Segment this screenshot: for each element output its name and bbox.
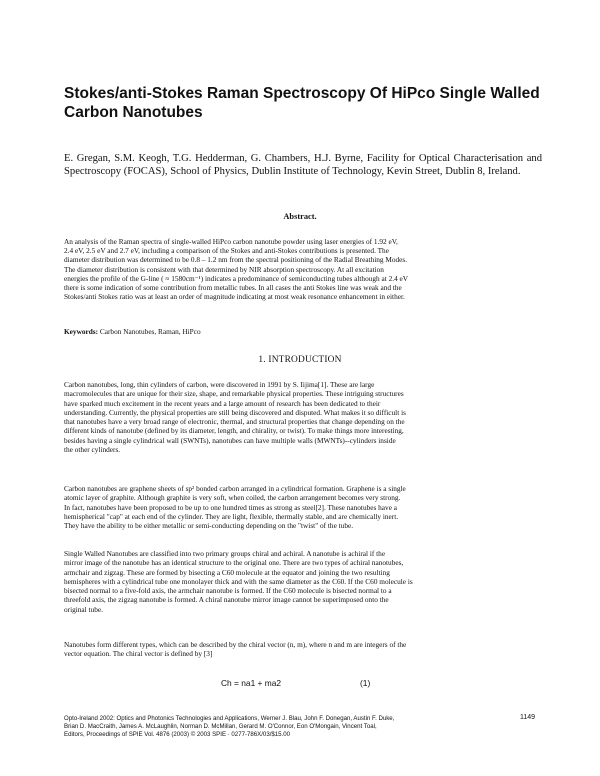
paragraph-line: armchair and zigzag. These are formed by bisecting a C60 molecule at the equator and joining the two resulting bbox=[64, 567, 390, 577]
keywords-list: Carbon Nanotubes, Raman, HiPco bbox=[98, 327, 201, 336]
paragraph-line: besides having a single cylindrical wall (SWNTs), nanotubes can have multiple walls (MWNTs)--cylinders inside bbox=[64, 435, 396, 445]
paragraph-line: hemispheres with a cylindrical tube one monolayer thick and with the same diameter as the C60. If the C60 molecule is bbox=[64, 576, 413, 586]
intro-paragraph-3 bbox=[64, 549, 540, 614]
abstract-body bbox=[64, 237, 540, 301]
paragraph-line: Nanotubes form different types, which can be described by the chiral vector (n, m), where n and m are integers of the bbox=[64, 640, 407, 649]
paragraph-line: macromolecules that are unique for their size, shape, and remarkable physical properties. These intriguing structures bbox=[64, 389, 404, 399]
paragraph-line: In fact, nanotubes have been proposed to be up to one hundred times as strong as steel[2]. These nanotubes have a bbox=[64, 502, 397, 512]
abstract-line: energies the profile of the G-line ( ≈ 1580cm⁻¹) indicates a predominance of semiconducting tubes although at 2.4 eV bbox=[64, 273, 409, 283]
paper-title: Stokes/anti-Stokes Raman Spectroscopy Of HiPco Single Walled Carbon Nanotubes bbox=[64, 85, 540, 121]
intro-paragraph-2 bbox=[64, 484, 540, 530]
abstract-line: 2.4 eV, 2.5 eV and 2.7 eV, including a comparison of the Stokes and anti-Stokes contributions is presented. The bbox=[64, 246, 389, 256]
equation-number: (1) bbox=[360, 678, 371, 688]
paragraph-line: have sparked much excitement in the recent years and a large amount of research has been dedicated to their bbox=[64, 398, 381, 408]
abstract-line: diameter distribution was determined to be 0.8 – 1.2 nm from the spectral positioning of the Radial Breathing Modes. bbox=[64, 255, 408, 265]
footer-line: Brian D. MacCraith, James A. McLaughlin, Norman D. McMillan, Gerard M. O'Connor, Eon O'Mongain, Vincent Toal, bbox=[64, 722, 377, 730]
paragraph-line: atomic layer of graphite. Although graphite is very soft, when coiled, the carbon arrangement becomes very strong. bbox=[64, 493, 401, 503]
paragraph-line: hemispherical "cap" at each end of the cylinder. They are light, flexible, thermally stable, and are chemically inert. bbox=[64, 511, 399, 521]
page-number: 1149 bbox=[520, 714, 536, 721]
keywords-label: Keywords: bbox=[64, 327, 99, 336]
paragraph-line: Single Walled Nanotubes are classified into two primary groups chiral and achiral. A nanotube is achiral if the bbox=[64, 549, 386, 558]
paragraph-line: understanding. Currently, the physical properties are still being discovered and disputed. What makes it so difficult is bbox=[64, 407, 406, 417]
author-affiliation: E. Gregan, S.M. Keogh, T.G. Hedderman, G. Chambers, H.J. Byrne, Facility for Optical Characterisation and Spectroscopy (FOCAS), School of Physics, Dublin Institute of Technology, Kevin Street, Dublin 8, Ireland. bbox=[64, 153, 542, 178]
abstract-line: An analysis of the Raman spectra of single-walled HiPco carbon nanotube powder using laser energies of 1.92 eV, bbox=[64, 237, 398, 246]
paragraph-line: Carbon nanotubes are graphene sheets of sp² bonded carbon arranged in a cylindrical formation. Graphene is a single bbox=[64, 484, 406, 493]
paragraph-line: original tube. bbox=[64, 604, 103, 614]
section-heading: 1. INTRODUCTION bbox=[258, 355, 342, 365]
chiral-vector-equation: Ch = na1 + ma2 bbox=[221, 678, 282, 688]
paragraph-line: threefold axis, the zigzag nanotube is formed. A chiral nanotube mirror image cannot be superimposed onto the bbox=[64, 595, 389, 605]
proceedings-footer bbox=[64, 715, 494, 739]
paragraph-line: Carbon nanotubes, long, thin cylinders of carbon, were discovered in 1991 by S. Iijima[1]. These are large bbox=[64, 380, 375, 389]
paragraph-line: different kinds of nanotube (defined by its diameter, length, and chirality, or twist). To make things more interesting, bbox=[64, 426, 404, 436]
abstract-line: Stokes/anti Stokes ratio was at least an order of magnitude indicating at most weak resonance enhancement in either. bbox=[64, 292, 405, 302]
abstract-line: The diameter distribution is consistent with that determined by NIR absorption spectroscopy. At all excitation bbox=[64, 264, 384, 274]
abstract-heading: Abstract. bbox=[283, 212, 317, 221]
footer-line: Opto-Ireland 2002: Optics and Photonics Technologies and Applications, Werner J. Blau, John F. Donegan, Austin F. Duke, bbox=[64, 715, 395, 722]
paragraph-line: mirror image of the nanotube has an identical structure to the original one. There are two types of achiral nanotubes, bbox=[64, 558, 404, 568]
intro-paragraph-1 bbox=[64, 380, 540, 454]
footer-line: Editors, Proceedings of SPIE Vol. 4876 (2003) © 2003 SPIE · 0277-786X/03/$15.00 bbox=[64, 730, 291, 738]
paragraph-line: that nanotubes have a very broad range of electronic, thermal, and structural properties that change depending on the bbox=[64, 417, 405, 427]
paragraph-line: bisected normal to a five-fold axis, the armchair nanotube is formed. If the C60 molecule is bisected normal to a bbox=[64, 586, 392, 596]
paragraph-line: the other cylinders. bbox=[64, 445, 121, 455]
intro-paragraph-4 bbox=[64, 640, 540, 659]
paragraph-line: vector equation. The chiral vector is defined by [3] bbox=[64, 649, 213, 659]
keywords bbox=[64, 327, 540, 336]
abstract-line: there is some indication of some contribution from metallic tubes. In all cases the anti Stokes line was weak and the bbox=[64, 283, 402, 293]
paragraph-line: They have the ability to be either metallic or semi-conducting depending on the "twist" of the tube. bbox=[64, 521, 354, 531]
